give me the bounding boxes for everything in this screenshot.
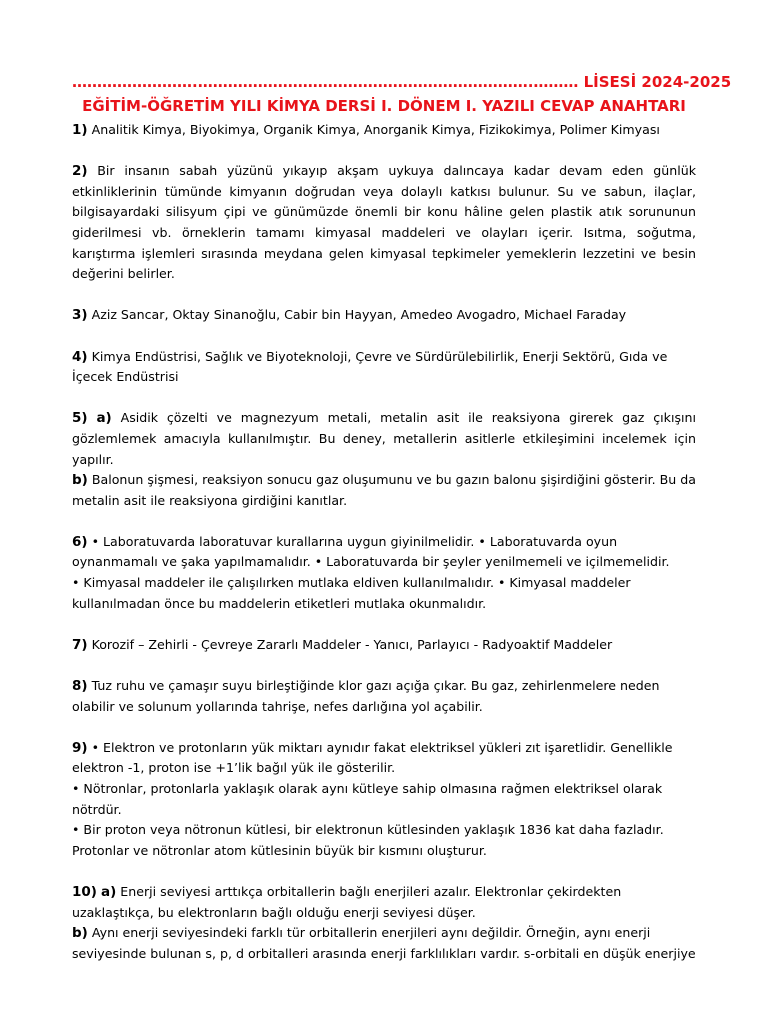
answer-number: 6) bbox=[72, 533, 88, 550]
answer-10a bbox=[72, 882, 696, 923]
answer-text: • Laboratuvarda laboratuvar kurallarına uygun giyinilmelidir. • Laboratuvarda oyun oynanmamalı ve şaka yapılmamalıdır. • Laboratuvarda bir şeyler yenilmemeli ve içilmemelidir. bbox=[72, 533, 670, 570]
answer-9 bbox=[72, 738, 696, 862]
answer-5 bbox=[72, 408, 696, 511]
answer-5b bbox=[72, 470, 696, 511]
answer-6 bbox=[72, 532, 696, 614]
answer-10b bbox=[72, 923, 696, 964]
answer-text: • Kimyasal maddeler ile çalışılırken mutlaka eldiven kullanılmalıdır. • Kimyasal maddeler kullanılmadan önce bu maddelerin etiketleri mutlaka okunmalıdır. bbox=[72, 575, 631, 611]
answer-text: Aynı enerji seviyesindeki farklı tür orbitallerin enerjileri aynı değildir. Örneğin, aynı enerji seviyesinde bulunan s, p, d orbitalleri arasında enerji farklılıkları vardır. s-orbitali en düşük enerjiye bbox=[72, 925, 696, 961]
document-title bbox=[72, 70, 732, 118]
answer-2 bbox=[72, 161, 696, 285]
answer-number: 8) bbox=[72, 678, 88, 695]
answer-number: 7) bbox=[72, 636, 88, 653]
answer-3 bbox=[72, 305, 696, 326]
answer-number: 1) bbox=[72, 122, 88, 138]
answer-text: Analitik Kimya, Biyokimya, Organik Kimya, Anorganik Kimya, Fizikokimya, Polimer Kimyası bbox=[91, 122, 660, 137]
answer-text: Bir insanın sabah yüzünü yıkayıp akşam uykuya dalıncaya kadar devam eden günlük etkinliklerinin tümünde kimyanın doğrudan veya dolaylı katkısı bulunur. Su ve sabun, ilaçlar, bilgisayardaki silisyum çipi ve günümüzde önemli bir konu hâline gelen plastik atık sorununun giderilmesi vb. örneklerin tamamı kimyasal maddeleri ve olayları içerir. Isıtma, soğutma, karıştırma işlemleri sırasında meydana gelen kimyasal tepkimeler yemeklerin lezzetini ve besin değerini belirler. bbox=[72, 163, 696, 282]
answer-number: 9) bbox=[72, 739, 88, 756]
answer-number: 5) bbox=[72, 410, 88, 427]
answer-1 bbox=[72, 120, 696, 141]
answer-text: • Bir proton veya nötronun kütlesi, bir elektronun kütlesinden yaklaşık 1836 kat daha fazladır. Protonlar ve nötronlar atom kütlesinin büyük bir kısmını oluşturur. bbox=[72, 822, 664, 858]
answer-number: 2) bbox=[72, 163, 88, 180]
answer-6-part1 bbox=[72, 532, 696, 573]
sub-label-a: a) bbox=[100, 883, 117, 900]
answer-text: Aziz Sancar, Oktay Sinanoğlu, Cabir bin Hayyan, Amedeo Avogadro, Michael Faraday bbox=[91, 307, 627, 323]
answer-number: 4) bbox=[72, 348, 88, 365]
answer-10 bbox=[72, 882, 696, 964]
answer-text: • Elektron ve protonların yük miktarı aynıdır fakat elektriksel yükleri zıt işaretlidir. Genellikle elektron -1, proton ise +1’lik bağıl yük ile gösterilir. bbox=[72, 739, 673, 776]
answer-text: Tuz ruhu ve çamaşır suyu birleştiğinde klor gazı açığa çıkar. Bu gaz, zehirlenmelere neden olabilir ve solunum yollarında tahrişe, nefes darlığına yol açabilir. bbox=[72, 678, 660, 714]
answer-text: Kimya Endüstrisi, Sağlık ve Biyoteknoloji, Çevre ve Sürdürülebilirlik, Enerji Sektörü, Gıda ve İçecek Endüstrisi bbox=[72, 348, 668, 385]
answer-number: 3) bbox=[72, 307, 88, 324]
answer-text: • Nötronlar, protonlarla yaklaşık olarak aynı kütleye sahip olmasına rağmen elektriksel olarak nötrdür. bbox=[72, 781, 663, 817]
sub-label-b: b) bbox=[72, 472, 88, 489]
answer-text: Asidik çözelti ve magnezyum metali, metalin asit ile reaksiyona girerek gaz çıkışını gözlemlemek amacıyla kullanılmıştır. Bu deney, metallerin asitlerle etkileşimini incelemek için yapılır. bbox=[72, 410, 696, 467]
answer-text: Enerji seviyesi arttıkça orbitallerin bağlı enerjileri azalır. Elektronlar çekirdekten uzaklaştıkça, bu elektronların bağlı olduğu enerji seviyesi düşer. bbox=[72, 883, 622, 920]
answer-4 bbox=[72, 347, 696, 388]
answer-5a bbox=[72, 408, 696, 470]
sub-label-b: b) bbox=[72, 925, 88, 942]
answer-text: Korozif – Zehirli - Çevreye Zararlı Maddeler - Yanıcı, Parlayıcı - Radyoaktif Maddeler bbox=[91, 636, 613, 652]
answer-7 bbox=[72, 635, 696, 656]
sub-label-a: a) bbox=[96, 410, 112, 427]
answer-9-part1 bbox=[72, 738, 696, 779]
title-school-line: …………………….………………………………………………………….……… LİSESİ 2024-2025 bbox=[72, 73, 732, 91]
title-exam-line: EĞİTİM-ÖĞRETİM YILI KİMYA DERSİ I. DÖNEM I. YAZILI CEVAP ANAHTARI bbox=[82, 97, 686, 115]
answer-text: Balonun şişmesi, reaksiyon sonucu gaz oluşumunu ve bu gazın balonu şişirdiğini gösterir. Bu da metalin asit ile reaksiyona girdiğini kanıtlar. bbox=[72, 472, 696, 508]
answer-8 bbox=[72, 676, 696, 717]
answer-number: 10) bbox=[72, 883, 97, 900]
